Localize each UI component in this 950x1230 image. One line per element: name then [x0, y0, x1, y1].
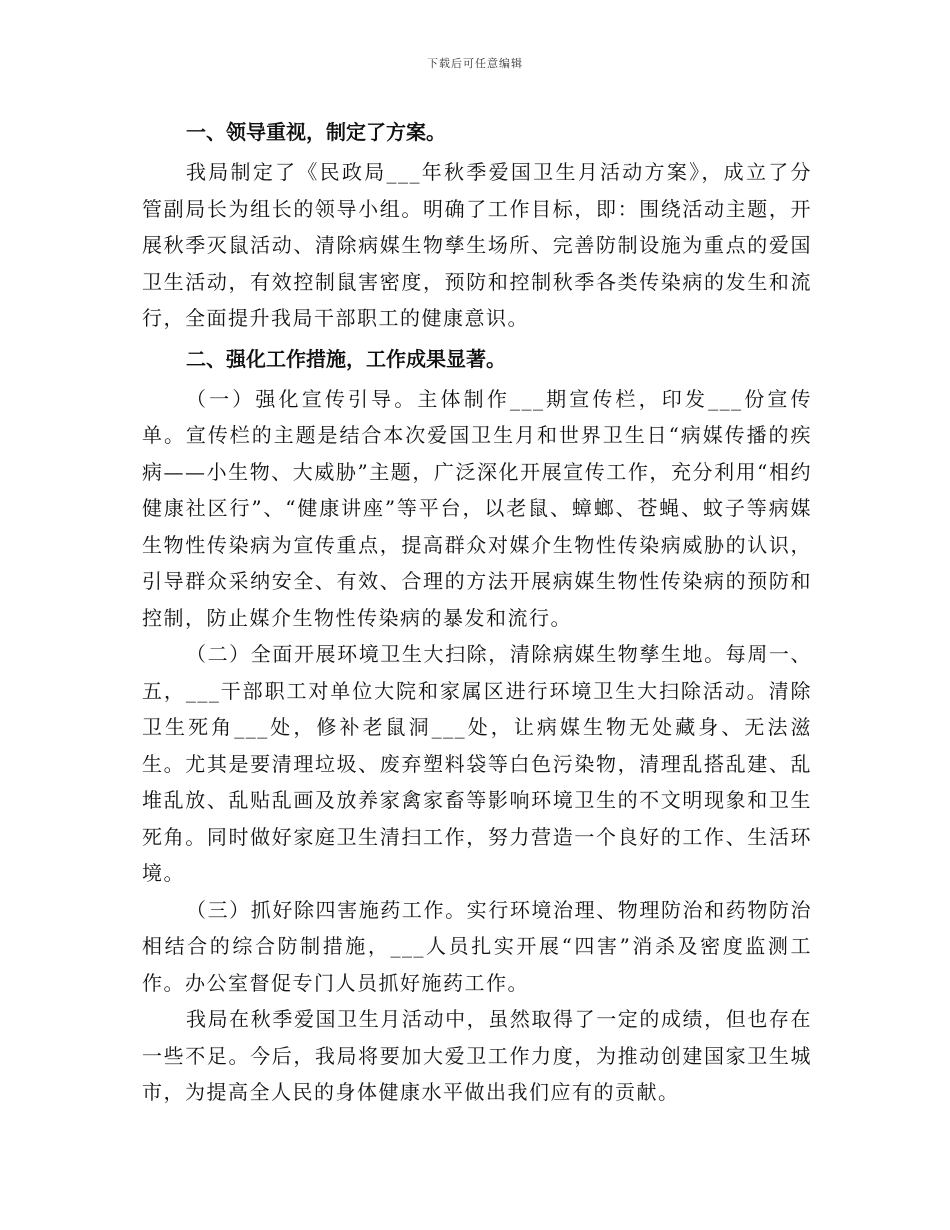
- paragraph-plan: 我局制定了《民政局___年秋季爱国卫生月活动方案》，成立了分管副局长为组长的领导小组。明确了工作目标，即：围绕活动主题，开展秋季灭鼠活动、清除病媒生物孳生场所、完善防制设施为重点的爱国卫生活动，有效控制鼠害密度，预防和控制秋季各类传染病的发生和流行，全面提升我局干部职工的健康意识。: [142, 160, 812, 330]
- document-body: [142, 110, 812, 1111]
- section-heading-1: 一、领导重视，制定了方案。: [186, 120, 446, 144]
- paragraph-conclusion: 我局在秋季爱国卫生月活动中，虽然取得了一定的成绩，但也存在一些不足。今后，我局将要加大爱卫工作力度，为推动创建国家卫生城市，为提高全人民的身体健康水平做出我们应有的贡献。: [142, 1007, 812, 1104]
- paragraph-pest-control: （三）抓好除四害施药工作。实行环境治理、物理防治和药物防治相结合的综合防制措施，___人员扎实开展“四害”消杀及密度监测工作。办公室督促专门人员抓好施药工作。: [142, 897, 812, 995]
- paragraph-publicity: （一）强化宣传引导。主体制作___期宣传栏，印发___份宣传单。宣传栏的主题是结合本次爱国卫生月和世界卫生日“病媒传播的疾病——小生物、大威胁”主题，广泛深化开展宣传工作，充分利用“相约健康社区行”、“健康讲座”等平台，以老鼠、蟑螂、苍蝇、蚊子等病媒生物性传染病为宣传重点，提高群众对媒介生物性传染病威胁的认识，引导群众采纳安全、有效、合理的方法开展病媒生物性传染病的预防和控制，防止媒介生物性传染病的暴发和流行。: [142, 386, 812, 630]
- page-header: 下载后可任意编辑: [427, 57, 523, 70]
- section-heading-2: 二、强化工作措施，工作成果显著。: [186, 346, 506, 371]
- paragraph-cleanup: （二）全面开展环境卫生大扫除，清除病媒生物孳生地。每周一、五，___干部职工对单位大院和家属区进行环境卫生大扫除活动。清除卫生死角___处，修补老鼠洞___处，让病媒生物无处藏身、无法滋生。尤其是要清理垃圾、废弃塑料袋等白色污染物，清理乱搭乱建、乱堆乱放、乱贴乱画及放养家禽家畜等影响环境卫生的不文明现象和卫生死角。同时做好家庭卫生清扫工作，努力营造一个良好的工作、生活环境。: [142, 642, 812, 885]
